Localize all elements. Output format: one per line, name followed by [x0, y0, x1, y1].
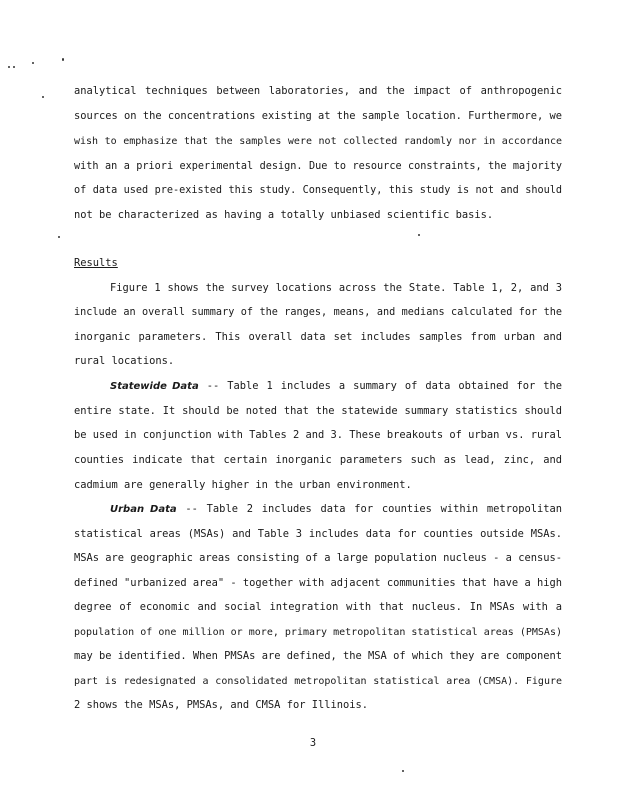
body-line: counties indicate that certain inorganic parameters such as lead, zinc, and — [74, 454, 562, 466]
scan-speck — [32, 62, 34, 64]
scan-speck — [418, 234, 420, 236]
body-line — [110, 380, 562, 393]
scan-speck — [13, 66, 15, 68]
body-line: entire state. It should be noted that the statewide summary statistics should — [74, 405, 562, 417]
scan-speck — [402, 770, 404, 772]
body-line: 2 shows the MSAs, PMSAs, and CMSA for Illinois. — [74, 699, 369, 711]
scan-speck — [42, 96, 44, 98]
page-number: 3 — [309, 737, 317, 749]
statewide-runin-heading: Statewide Data — [110, 381, 199, 392]
body-line: inorganic parameters. This overall data set includes samples from urban and — [74, 331, 562, 343]
body-line: wish to emphasize that the samples were not collected randomly nor in accordance — [74, 136, 562, 147]
body-line: population of one million or more, primary metropolitan statistical areas (PMSAs) — [74, 627, 562, 638]
body-line: be used in conjunction with Tables 2 and 3. These breakouts of urban vs. rural — [74, 429, 562, 441]
body-line: with an a priori experimental design. Due to resource constraints, the majority — [74, 161, 562, 172]
body-line: analytical techniques between laboratories, and the impact of anthropogenic — [74, 85, 562, 97]
body-line: of data used pre-existed this study. Consequently, this study is not and should — [74, 185, 562, 196]
body-line: include an overall summary of the ranges, means, and medians calculated for the — [74, 307, 562, 318]
scan-speck — [8, 66, 10, 68]
scan-speck — [58, 236, 60, 238]
statewide-first-line: -- Table 1 includes a summary of data obtained for the — [206, 380, 563, 392]
body-line: MSAs are geographic areas consisting of a large population nucleus - a census- — [74, 552, 562, 564]
body-line: may be identified. When PMSAs are defined, the MSA of which they are component — [74, 650, 562, 662]
scan-speck — [62, 58, 64, 61]
body-line: not be characterized as having a totally unbiased scientific basis. — [74, 209, 494, 221]
body-line: degree of economic and social integration with that nucleus. In MSAs with a — [74, 601, 562, 613]
body-line: defined "urbanized area" - together with adjacent communities that have a high — [74, 577, 562, 589]
body-line: sources on the concentrations existing at the sample location. Furthermore, we — [74, 110, 562, 122]
body-line: part is redesignated a consolidated metropolitan statistical area (CMSA). Figure — [74, 676, 562, 687]
body-line: Figure 1 shows the survey locations across the State. Table 1, 2, and 3 — [110, 282, 562, 294]
urban-runin-heading: Urban Data — [110, 504, 177, 515]
urban-first-line: -- Table 2 includes data for counties within metropolitan — [185, 503, 562, 515]
section-heading: Results — [74, 257, 118, 269]
body-line: statistical areas (MSAs) and Table 3 includes data for counties outside MSAs. — [74, 528, 562, 540]
body-line — [110, 503, 562, 516]
body-line: cadmium are generally higher in the urban environment. — [74, 479, 412, 491]
body-line: rural locations. — [74, 355, 175, 367]
